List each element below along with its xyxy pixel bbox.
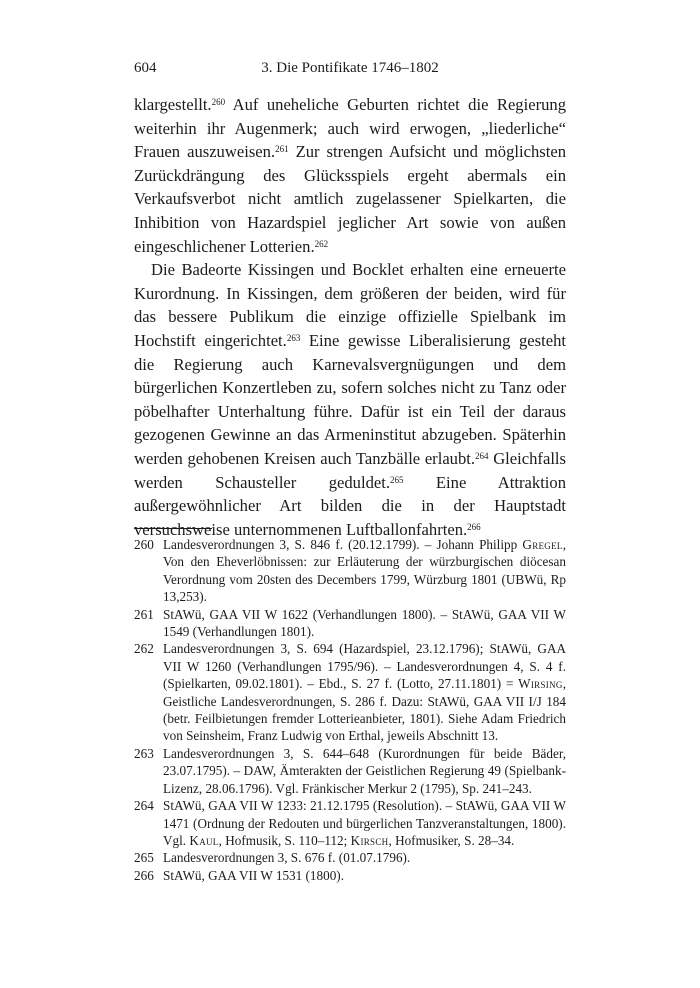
text-run: klargestellt. [134, 95, 212, 114]
footnote-ref-263[interactable]: 263 [286, 332, 301, 343]
footnote-number: 263 [134, 745, 154, 761]
text-run: Zur strengen Aufsicht und möglichsten Zurückdrängung des Glücksspiels ergeht abermals ein Verkaufsverbot nicht amtlich zugelassener Spielkarten, die Inhibition von Hazardspiel jeglicher Art sowie von außen eingeschlichener Lotterien. [134, 142, 566, 256]
footnote-266 [134, 867, 566, 884]
text-run: StAWü, GAA VII W 1233: 21.12.1795 (Resolution). – StAWü, GAA VII W 1471 (Ordnung der Redouten und bürgerlichen Tanzveranstaltungen, 1800). Vgl. [163, 798, 566, 848]
footnote-text: StAWü, GAA VII W 1531 (1800). [163, 867, 344, 883]
footnote-text: StAWü, GAA VII W 1622 (Verhandlungen 1800). – StAWü, GAA VII W 1549 (Verhandlungen 1801). [163, 606, 566, 640]
main-text [134, 93, 566, 541]
author-name: Kirsch [350, 832, 389, 848]
footnote-text [163, 536, 566, 606]
text-run: , Von den Eheverlöbnissen: zur Erläuterung der würzburgischen diöcesan Verordnung vom 20sten des Decembers 1799, Würzburg 1801 (UBWü, Rp 13,253). [163, 537, 566, 605]
text-run: Auf uneheliche Geburten richtet die Regierung weiterhin ihr Augenmerk; auch wird erwogen, „liederliche“ Frauen auszuweisen. [134, 95, 566, 162]
paragraph-2 [134, 258, 566, 541]
footnote-263 [134, 745, 566, 797]
footnote-text: Landesverordnungen 3, S. 644–648 (Kurordnungen für beide Bäder, 23.07.1795). – DAW, Ämterakten der Geistlichen Regierung 49 (Spielbank-Lizenz, 28.06.1796). Vgl. Fränkischer Merkur 2 (1795), Sp. 241–243. [163, 745, 566, 796]
footnotes [134, 536, 566, 884]
text-run: , Hofmusiker, S. 28–34. [388, 832, 515, 848]
footnote-number: 266 [134, 867, 154, 883]
footnote-text: Landesverordnungen 3, S. 676 f. (01.07.1796). [163, 850, 411, 866]
author-name: Wirsing [518, 676, 563, 692]
footnote-261 [134, 606, 566, 641]
footnote-number: 264 [134, 798, 154, 814]
footnote-262 [134, 640, 566, 744]
text-run: Gleichfalls werden Schausteller geduldet. [134, 448, 566, 492]
footnote-divider [134, 528, 212, 529]
footnote-ref-261[interactable]: 261 [275, 144, 289, 155]
footnote-number: 260 [134, 537, 154, 552]
running-title: 3. Die Pontifikate 1746–1802 [261, 60, 439, 76]
footnote-ref-266[interactable]: 266 [467, 521, 481, 532]
footnote-265 [134, 849, 566, 866]
author-name: Gregel [522, 537, 563, 552]
text-run: , Geistliche Landesverordnungen, S. 286 f. Dazu: StAWü, GAA VII I/J 184 (betr. Feilbietungen fremder Lotterieanbieter, 1801). Siehe Adam Friedrich von Seinsheim, Franz Ludwig von Erthal, jeweils Abschnitt 13. [163, 676, 566, 744]
footnote-number: 265 [134, 850, 154, 866]
footnote-ref-265[interactable]: 265 [390, 474, 404, 485]
page-header [134, 60, 566, 82]
footnote-text [163, 797, 566, 849]
footnote-ref-262[interactable]: 262 [314, 238, 329, 249]
footnote-text [163, 640, 566, 744]
footnote-number: 261 [134, 606, 154, 622]
text-run: Eine Attraktion außergewöhnlicher Art bilden die in der Hauptstadt versuchsweise unternommenen Luftballonfahrten. [134, 472, 567, 539]
text-run: Landesverordnungen 3, S. 846 f. (20.12.1799). – Johann Philipp [163, 537, 523, 552]
footnote-260 [134, 536, 566, 606]
footnote-264 [134, 797, 566, 849]
text-run: , Hofmusik, S. 110–112; [218, 832, 351, 848]
text-run: Eine gewisse Liberalisierung gesteht die Regierung auch Karnevalsvergnügungen und dem bürgerlichen Konzertleben zu, sofern solches nicht zu Tanz oder pöbelhafter Unterhaltung führe. Dafür ist ein Teil der daraus gezogenen Gewinne an das Armeninstitut abzugeben. Späterhin werden gehobenen Kreisen auch Tanzbälle erlaubt. [134, 330, 566, 468]
text-run: Landesverordnungen 3, S. 694 (Hazardspiel, 23.12.1796); StAWü, GAA VII W 1260 (Verhandlungen 1795/96). – Landesverordnungen 4, S. 4 f. (Spielkarten, 09.02.1801). – Ebd., S. 27 f. (Lotto, 27.11.1801) = [163, 641, 566, 692]
author-name: Kaul [189, 832, 219, 848]
footnote-ref-264[interactable]: 264 [475, 450, 489, 461]
paragraph-1 [134, 93, 566, 258]
footnote-ref-260[interactable]: 260 [211, 97, 226, 107]
text-run: Die Badeorte Kissingen und Bocklet erhalten eine erneuerte Kurordnung. In Kissingen, dem größeren der beiden, wird für das bessere Publikum die einzige offizielle Spielbank im Hochstift eingerichtet. [134, 260, 566, 350]
page-number: 604 [134, 60, 157, 76]
footnote-number: 262 [134, 641, 154, 657]
